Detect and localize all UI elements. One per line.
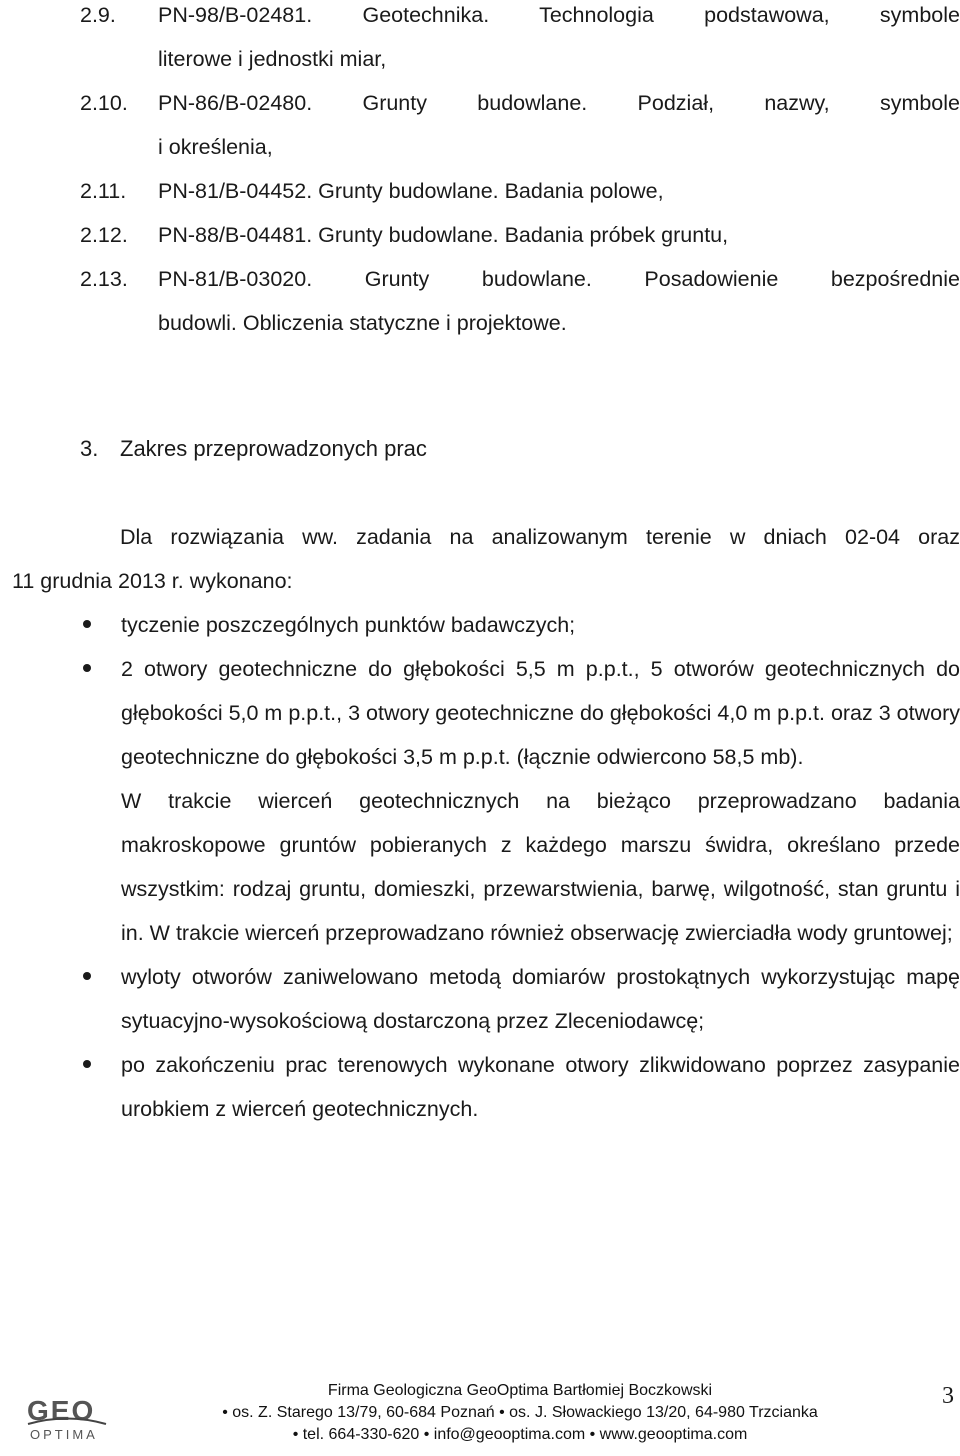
intro-line-1: Dla rozwiązania ww. zadania na analizowanym terenie w dniach 02-04 oraz (120, 525, 960, 549)
list-item (80, 1043, 960, 1131)
reference-number: 2.12. (80, 223, 128, 247)
work-list (80, 603, 960, 1131)
bullet-icon (83, 972, 91, 980)
footer-address: • os. Z. Starego 13/79, 60-684 Poznań • os. J. Słowackiego 13/20, 64-980 Trzcianka (222, 1404, 818, 1421)
reference-text: PN-98/B-02481. Geotechnika. Technologia podstawowa, symbole (158, 3, 960, 27)
footer-contact-line: • tel. 664-330-620 • info@geooptima.com • www.geooptima.com (292, 1426, 748, 1443)
intro-line-2: 11 grudnia 2013 r. wykonano: (12, 569, 293, 593)
reference-text-cont: budowli. Obliczenia statyczne i projektowe. (158, 311, 567, 335)
reference-item (80, 213, 960, 257)
footer-company: Firma Geologiczna GeoOptima Bartłomiej Boczkowski (327, 1382, 713, 1399)
reference-item (80, 169, 960, 213)
list-item (80, 647, 960, 955)
reference-continuation (80, 37, 960, 81)
section-title: Zakres przeprowadzonych prac (120, 436, 427, 461)
reference-text: PN-86/B-02480. Grunty budowlane. Podział, nazwy, symbole (158, 91, 960, 115)
reference-text: PN-81/B-03020. Grunty budowlane. Posadowienie bezpośrednie (158, 267, 960, 291)
section-heading (80, 427, 427, 471)
reference-number: 2.9. (80, 3, 116, 27)
footer-contact (120, 1380, 920, 1446)
logo-top-text: GEO (27, 1395, 96, 1426)
reference-number: 2.10. (80, 91, 128, 115)
bullet-icon (83, 1060, 91, 1068)
list-item-text: tyczenie poszczególnych punktów badawczych; (121, 613, 576, 637)
reference-item (80, 81, 960, 125)
reference-text: PN-81/B-04452. Grunty budowlane. Badania polowe, (158, 179, 664, 203)
intro-paragraph (12, 515, 960, 603)
list-item-text: 2 otwory geotechniczne do głębokości 5,5 m p.p.t., 5 otworów geotechnicznych do głębokości 5,0 m p.p.t., 3 otwory geotechniczne do głębokości 4,0 m p.p.t. oraz 3 otwory geotechniczne do głębokości 3,5 m p.p.t. (łącznie odwiercono 58,5 mb). (121, 657, 960, 769)
section-number: 3. (80, 436, 99, 461)
reference-continuation (80, 301, 960, 345)
bullet-icon (83, 620, 91, 628)
list-item-text: po zakończeniu prac terenowych wykonane otwory zlikwidowano poprzez zasypanie urobkiem z wierceń geotechnicznych. (121, 1053, 960, 1121)
references-list (80, 0, 960, 345)
reference-text: PN-88/B-04481. Grunty budowlane. Badania próbek gruntu, (158, 223, 729, 247)
reference-text-cont: literowe i jednostki miar, (158, 47, 387, 71)
reference-item (80, 257, 960, 301)
geooptima-logo (22, 1393, 112, 1443)
reference-number: 2.13. (80, 267, 128, 291)
reference-text-cont: i określenia, (158, 135, 273, 159)
list-item (80, 603, 960, 647)
list-item (80, 955, 960, 1043)
logo-bottom-text: OPTIMA (30, 1427, 98, 1442)
bullet-icon (83, 664, 91, 672)
reference-item (80, 0, 960, 37)
reference-number: 2.11. (80, 179, 127, 203)
list-item-text: wyloty otworów zaniwelowano metodą domiarów prostokątnych wykorzystując mapę sytuacyjno-wysokościową dostarczoną przez Zleceniodawcę; (121, 965, 960, 1033)
page-number: 3 (942, 1383, 954, 1409)
reference-continuation (80, 125, 960, 169)
list-item-extra-text: W trakcie wierceń geotechnicznych na bieżąco przeprowadzano badania makroskopowe gruntów pobieranych z każdego marszu świdra, określano przede wszystkim: rodzaj gruntu, domieszki, przewarstwienia, barwę, wilgotność, stan gruntu i in. W trakcie wierceń przeprowadzano również obserwację zwierciadła wody gruntowej; (121, 789, 960, 945)
